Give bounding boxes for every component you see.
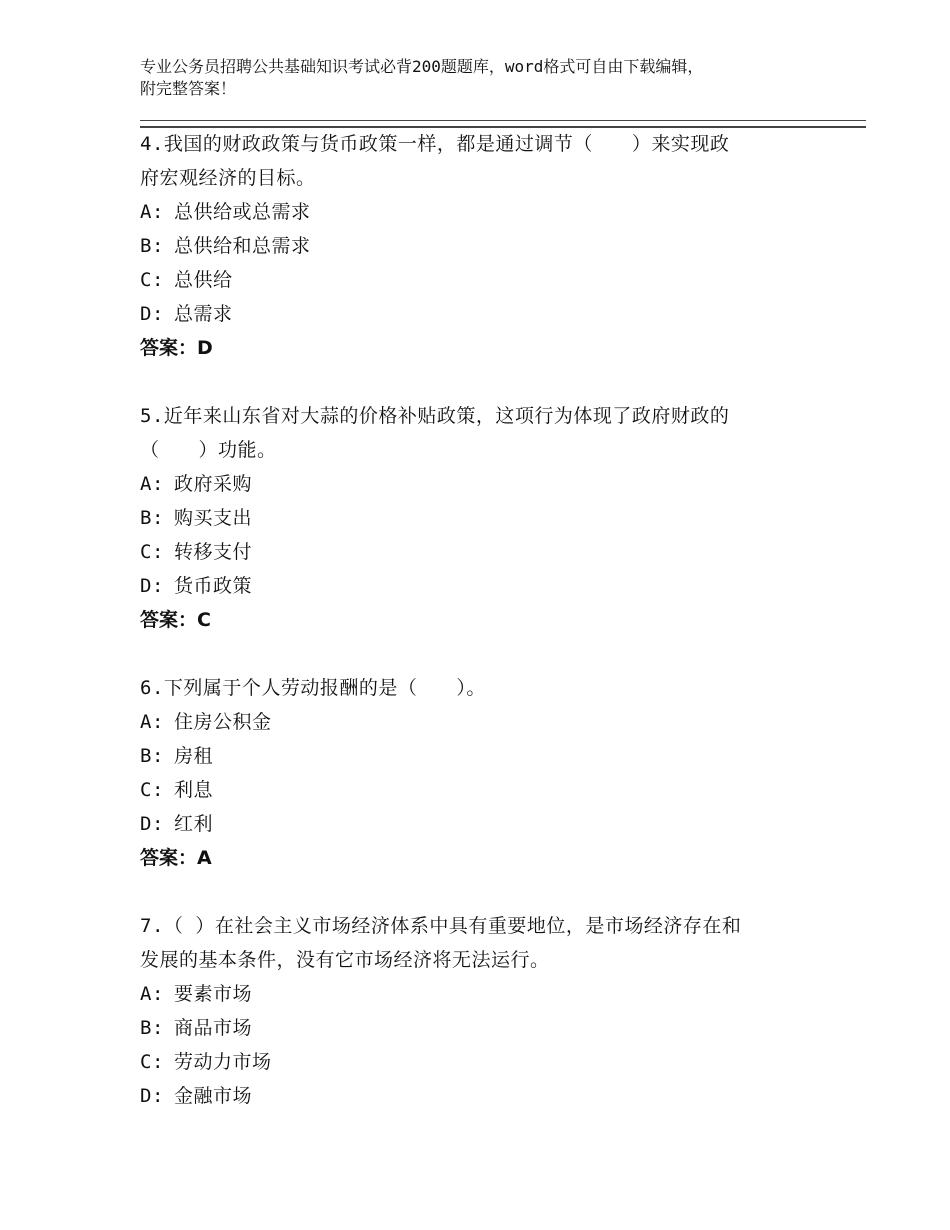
option-b xyxy=(140,1011,840,1045)
question-stem-line-2: 发展的基本条件，没有它市场经济将无法运行。 xyxy=(140,949,550,971)
option-a xyxy=(140,705,840,739)
option-c xyxy=(140,773,840,807)
option-text: 政府采购 xyxy=(174,473,253,495)
question-4 xyxy=(140,127,840,365)
option-b xyxy=(140,229,840,263)
option-a xyxy=(140,977,840,1011)
option-a xyxy=(140,467,840,501)
option-label: B: xyxy=(140,507,164,529)
option-label: C: xyxy=(140,269,164,291)
option-text: 货币政策 xyxy=(174,575,253,597)
answer-text: 答案：D xyxy=(140,337,213,359)
option-d xyxy=(140,1079,840,1113)
option-label: B: xyxy=(140,235,164,257)
option-text: 购买支出 xyxy=(174,507,253,529)
option-text: 要素市场 xyxy=(174,983,253,1005)
option-label: C: xyxy=(140,1051,164,1073)
option-text: 房租 xyxy=(174,745,214,767)
option-c xyxy=(140,263,840,297)
question-stem-line-2: 府宏观经济的目标。 xyxy=(140,167,316,189)
option-text: 转移支付 xyxy=(174,541,253,563)
option-label: A: xyxy=(140,473,164,495)
document-header xyxy=(140,56,840,100)
option-label: C: xyxy=(140,779,164,801)
header-line-2: 附完整答案！ xyxy=(140,79,237,98)
question-stem-line-1: 6.下列属于个人劳动报酬的是（ ）。 xyxy=(140,677,486,699)
question-list xyxy=(140,127,840,1147)
option-text: 金融市场 xyxy=(174,1085,253,1107)
option-label: D: xyxy=(140,813,164,835)
question-6 xyxy=(140,671,840,875)
option-text: 总供给和总需求 xyxy=(174,235,311,257)
answer-text: 答案：A xyxy=(140,847,212,869)
question-5 xyxy=(140,399,840,637)
option-label: B: xyxy=(140,1017,164,1039)
question-stem-line-1: 7.（ ）在社会主义市场经济体系中具有重要地位，是市场经济存在和 xyxy=(140,915,742,937)
answer-text: 答案：C xyxy=(140,609,211,631)
option-text: 商品市场 xyxy=(174,1017,253,1039)
option-d xyxy=(140,807,840,841)
option-text: 总需求 xyxy=(174,303,233,325)
option-text: 劳动力市场 xyxy=(174,1051,272,1073)
option-a xyxy=(140,195,840,229)
option-d xyxy=(140,569,840,603)
question-stem-line-2: （ ）功能。 xyxy=(140,439,277,461)
header-line-1: 专业公务员招聘公共基础知识考试必背200题题库，word格式可自由下载编辑， xyxy=(140,57,704,76)
option-label: D: xyxy=(140,575,164,597)
option-text: 总供给或总需求 xyxy=(174,201,311,223)
option-label: B: xyxy=(140,745,164,767)
option-c xyxy=(140,535,840,569)
option-label: A: xyxy=(140,201,164,223)
option-label: D: xyxy=(140,1085,164,1107)
option-b xyxy=(140,739,840,773)
option-label: D: xyxy=(140,303,164,325)
question-7 xyxy=(140,909,840,1113)
option-c xyxy=(140,1045,840,1079)
option-d xyxy=(140,297,840,331)
option-text: 住房公积金 xyxy=(174,711,272,733)
option-label: A: xyxy=(140,983,164,1005)
option-label: C: xyxy=(140,541,164,563)
option-label: A: xyxy=(140,711,164,733)
option-text: 红利 xyxy=(174,813,214,835)
option-b xyxy=(140,501,840,535)
option-text: 总供给 xyxy=(174,269,233,291)
option-text: 利息 xyxy=(174,779,214,801)
question-stem-line-1: 4.我国的财政政策与货币政策一样，都是通过调节（ ）来实现政 xyxy=(140,133,730,155)
question-stem-line-1: 5.近年来山东省对大蒜的价格补贴政策，这项行为体现了政府财政的 xyxy=(140,405,730,427)
